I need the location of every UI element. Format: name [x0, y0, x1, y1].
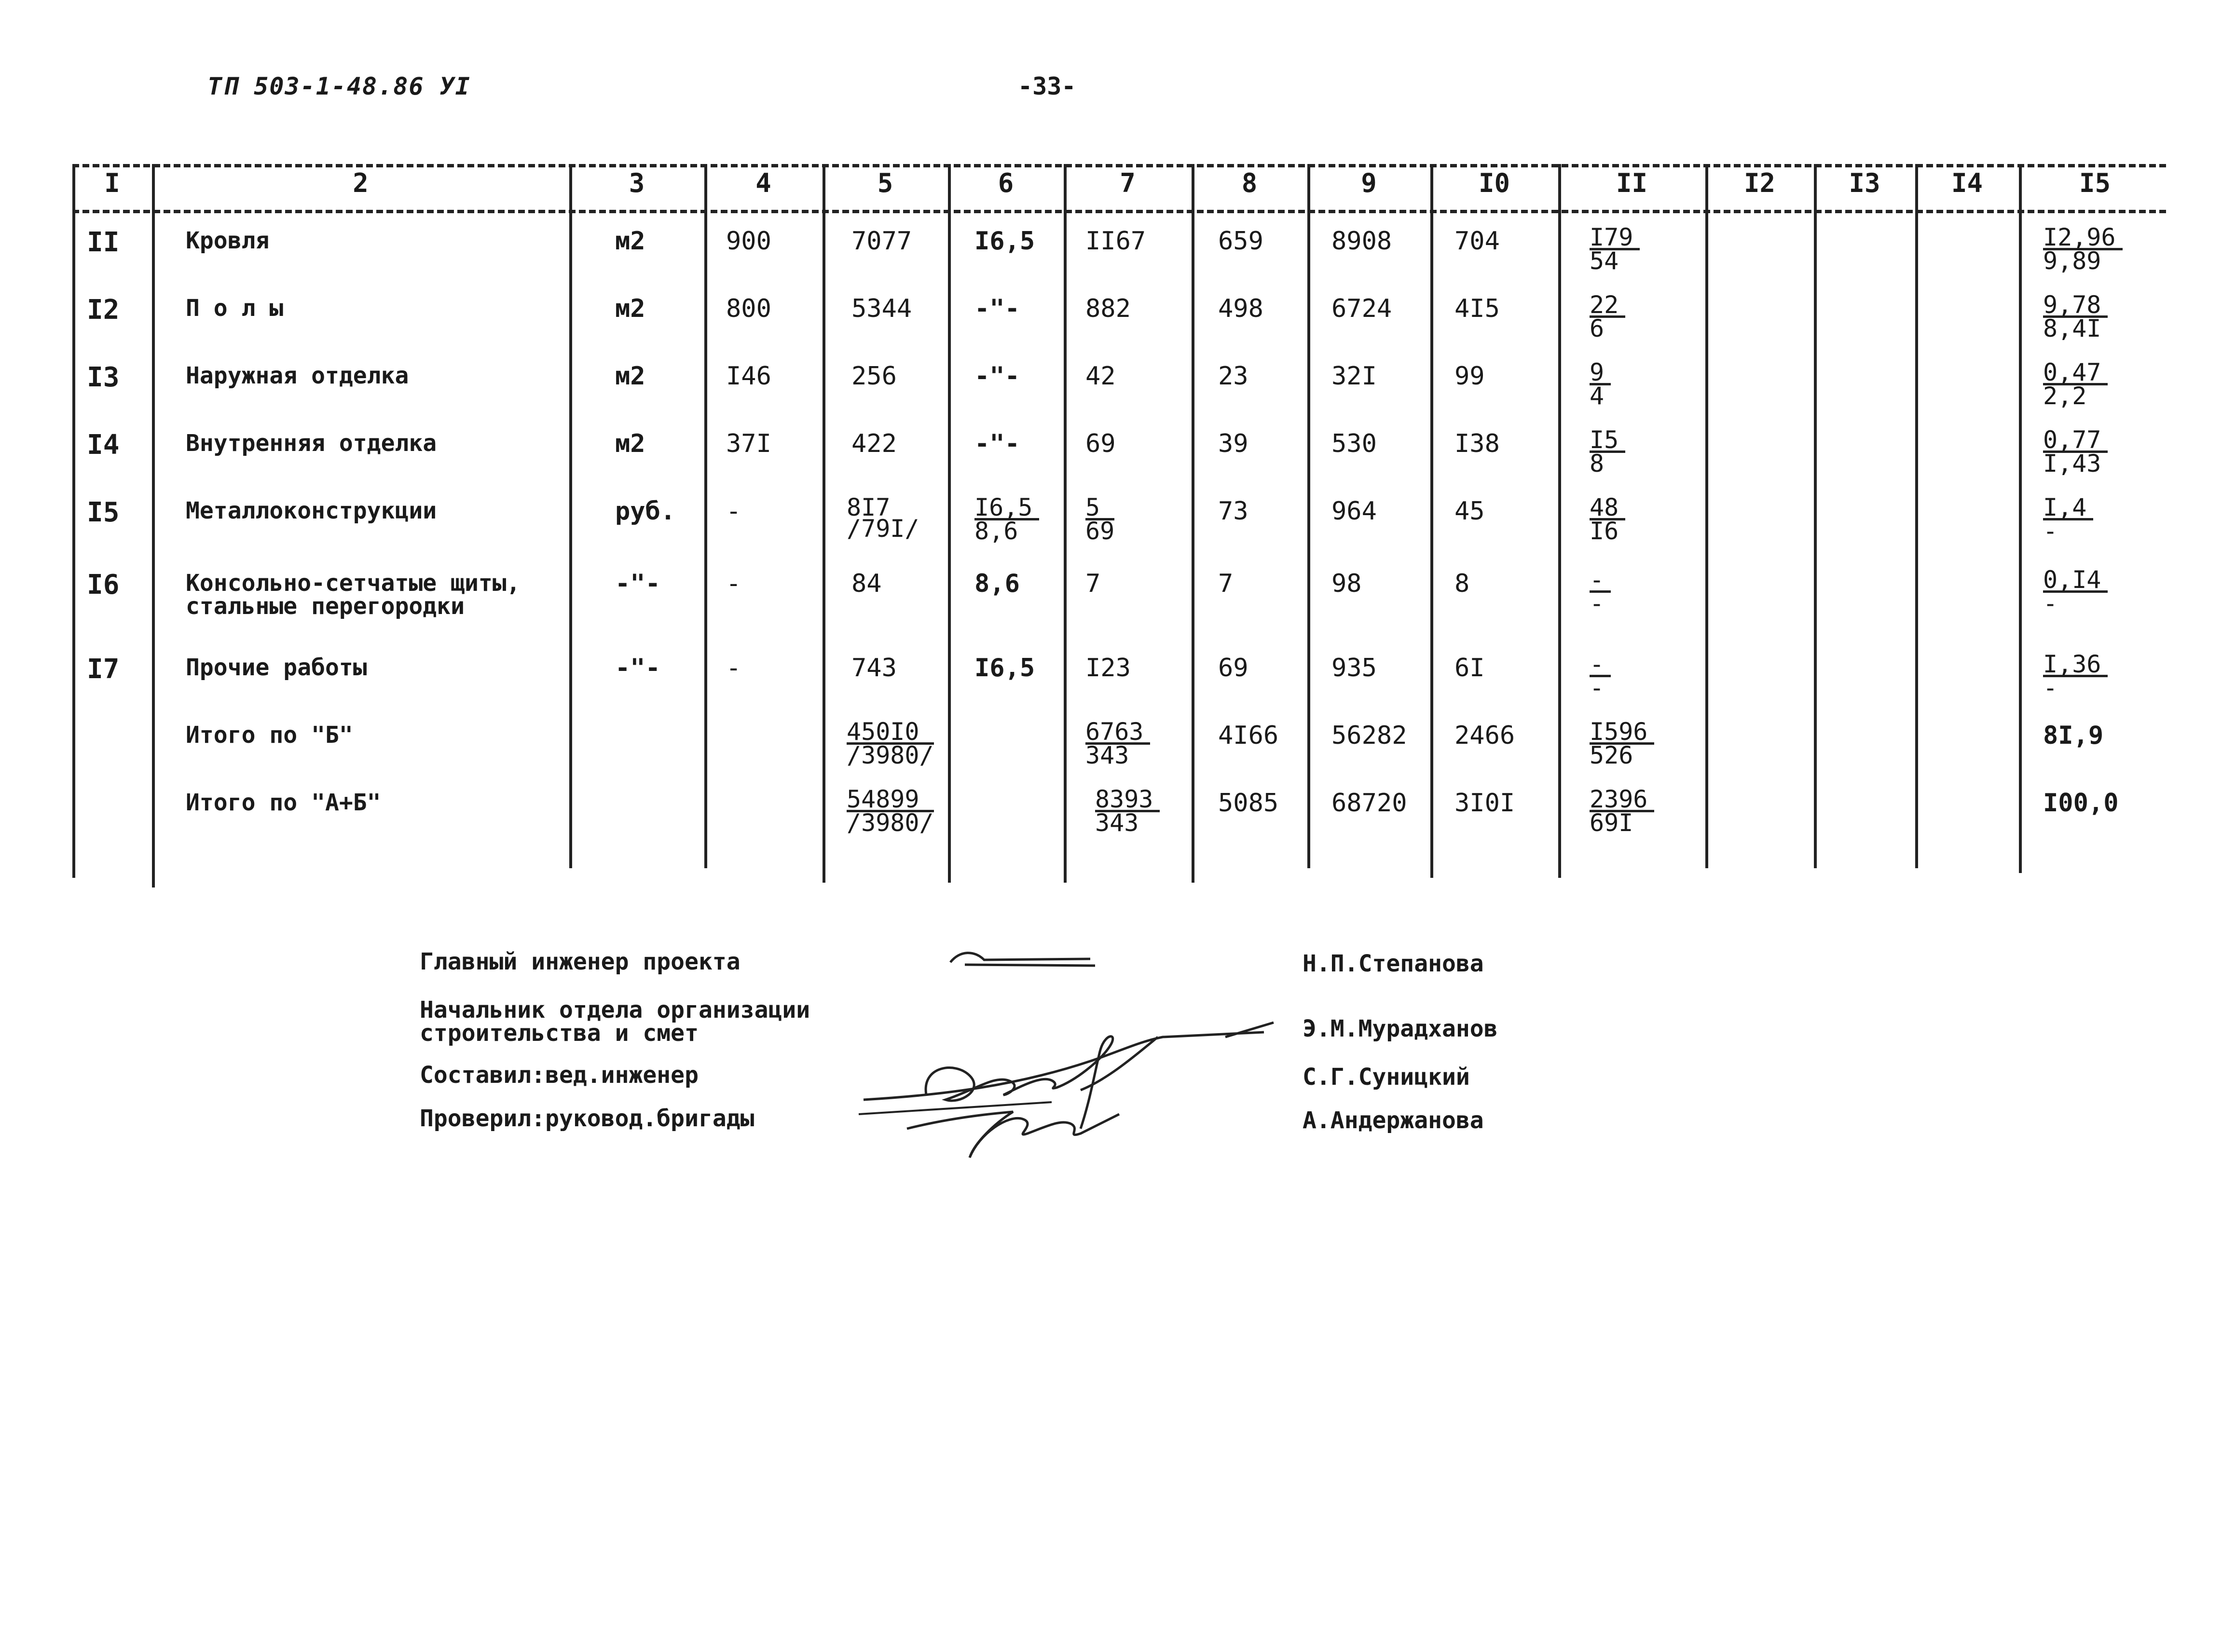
row-9-col5-numerator: 54899 — [847, 789, 934, 812]
row-5-col7-numerator: 5 — [1085, 497, 1114, 520]
row-5-col6-numerator: I6,5 — [974, 497, 1039, 520]
row-3-col8: 23 — [1218, 362, 1248, 391]
row-4-col15-denominator: I,43 — [2043, 450, 2101, 478]
row-8-col15: 8I,9 — [2043, 721, 2104, 750]
row-6-unit: -"- — [615, 569, 660, 598]
column-header-4: 4 — [755, 168, 771, 198]
row-7-col10: 6I — [1454, 654, 1485, 683]
row-8-col11 — [1590, 718, 1654, 769]
row-3-number: I3 — [87, 362, 120, 393]
row-2-col11-denominator: 6 — [1590, 314, 1605, 342]
column-header-7: 7 — [1120, 168, 1136, 198]
row-8-col7-numerator: 6763 — [1085, 721, 1150, 745]
row-5-col7 — [1085, 493, 1115, 545]
row-1-col6: I6,5 — [974, 227, 1035, 256]
row-5-col7-denominator: 69 — [1085, 517, 1115, 545]
row-7-number: I7 — [87, 654, 120, 685]
row-6-number: I6 — [87, 569, 120, 601]
row-2-col11 — [1590, 291, 1625, 342]
row-7-col15 — [2043, 650, 2108, 702]
row-2-col10: 4I5 — [1454, 294, 1500, 323]
table-column-line-11 — [1558, 164, 1561, 878]
row-4-col6: -"- — [974, 429, 1020, 458]
row-7-col11-denominator: - — [1590, 674, 1605, 702]
row-4-col9: 530 — [1331, 429, 1377, 458]
column-header-9: 9 — [1361, 168, 1377, 198]
row-4-col7: 69 — [1085, 429, 1116, 458]
row-7-col4: - — [726, 654, 741, 683]
column-header-1: I — [104, 168, 120, 198]
row-4-col11-numerator: I5 — [1590, 429, 1625, 453]
row-3-col10: 99 — [1454, 362, 1485, 391]
row-2-col15-denominator: 8,4I — [2043, 314, 2101, 342]
row-1-col8: 659 — [1218, 227, 1263, 256]
row-9-col7 — [1095, 785, 1160, 837]
page-number: -33- — [1018, 72, 1076, 100]
row-3-col7: 42 — [1085, 362, 1116, 391]
signature-role-2: Начальник отдела организации строительства и смет — [420, 997, 810, 1047]
row-1-col5: 7077 — [851, 227, 912, 256]
row-2-col9: 6724 — [1331, 294, 1392, 323]
column-header-15: I5 — [2079, 168, 2111, 198]
row-2-col6: -"- — [974, 294, 1020, 323]
row-6-name: Консольно-сетчатые щиты, стальные перегородки — [186, 570, 521, 620]
row-5-name: Металлоконструкции — [186, 497, 437, 524]
row-3-name: Наружная отделка — [186, 362, 409, 389]
row-6-col10: 8 — [1454, 569, 1470, 598]
row-9-col8: 5085 — [1218, 789, 1279, 818]
row-2-col15-numerator: 9,78 — [2043, 294, 2108, 318]
row-1-col15-numerator: I2,96 — [2043, 227, 2123, 250]
row-9-col9: 68720 — [1331, 789, 1407, 818]
row-5-number: I5 — [87, 497, 120, 528]
row-6-col11-numerator: - — [1590, 569, 1611, 593]
row-9-col11 — [1590, 785, 1654, 837]
column-header-6: 6 — [998, 168, 1014, 198]
table-column-line-4 — [704, 164, 707, 868]
row-8-col11-numerator: I596 — [1590, 721, 1654, 745]
row-7-col11 — [1590, 650, 1611, 702]
row-1-col7: II67 — [1085, 227, 1146, 256]
row-2-unit: м2 — [615, 294, 645, 323]
row-7-col6: I6,5 — [974, 654, 1035, 683]
row-4-name: Внутренняя отделка — [186, 430, 437, 457]
row-1-col15-denominator: 9,89 — [2043, 247, 2101, 275]
row-2-col7: 882 — [1085, 294, 1131, 323]
row-4-col10: I38 — [1454, 429, 1500, 458]
row-9-col7-numerator: 8393 — [1095, 789, 1160, 812]
row-6-col15 — [2043, 566, 2108, 617]
column-header-14: I4 — [1951, 168, 1983, 198]
table-column-line-6 — [948, 164, 951, 883]
row-6-col11-denominator: - — [1590, 589, 1605, 617]
row-5-col6-denominator: 8,6 — [974, 517, 1018, 545]
signature-person-3: С.Г.Суницкий — [1303, 1064, 1470, 1091]
signature-scribble-1 — [946, 945, 1100, 974]
row-6-col11 — [1590, 566, 1611, 617]
row-8-col7-denominator: 343 — [1085, 741, 1129, 769]
row-3-col9: 32I — [1331, 362, 1377, 391]
column-header-11: II — [1616, 168, 1648, 198]
row-4-unit: м2 — [615, 429, 645, 458]
row-3-col11 — [1590, 358, 1611, 410]
table-column-line-15 — [2019, 164, 2022, 873]
row-4-col8: 39 — [1218, 429, 1248, 458]
row-9-col5-denominator: /3980/ — [847, 809, 934, 837]
row-2-col8: 498 — [1218, 294, 1263, 323]
row-2-name: П о л ы — [186, 295, 284, 322]
row-1-col10: 704 — [1454, 227, 1500, 256]
table-column-line-5 — [823, 164, 825, 883]
row-1-col4: 900 — [726, 227, 771, 256]
row-6-col8: 7 — [1218, 569, 1234, 598]
row-4-col11-denominator: 8 — [1590, 450, 1605, 478]
row-7-col15-denominator: - — [2043, 674, 2058, 702]
row-7-name: Прочие работы — [186, 654, 367, 681]
row-7-col8: 69 — [1218, 654, 1248, 683]
row-2-col4: 800 — [726, 294, 771, 323]
column-header-2: 2 — [353, 168, 369, 198]
column-header-13: I3 — [1849, 168, 1880, 198]
row-5-col15-numerator: I,4 — [2043, 497, 2093, 520]
column-header-12: I2 — [1743, 168, 1776, 198]
signature-role-3: Составил:вед.инженер — [420, 1062, 699, 1089]
row-7-col11-numerator: - — [1590, 654, 1611, 677]
row-9-col10: 3I0I — [1454, 789, 1515, 818]
row-8-col9: 56282 — [1331, 721, 1407, 750]
row-9-name: Итого по "А+Б" — [186, 789, 381, 816]
row-9-col7-denominator: 343 — [1095, 809, 1139, 837]
row-8-col10: 2466 — [1454, 721, 1515, 750]
row-5-col11-numerator: 48 — [1590, 497, 1625, 520]
row-8-col5 — [847, 718, 934, 769]
row-6-col7: 7 — [1085, 569, 1101, 598]
row-1-number: II — [87, 227, 120, 258]
row-2-col15 — [2043, 291, 2108, 342]
signature-person-2: Э.М.Мурадханов — [1303, 1015, 1498, 1042]
table-column-line-10 — [1430, 164, 1433, 878]
row-5-col5-bottom: /79I/ — [847, 515, 919, 543]
row-1-col9: 8908 — [1331, 227, 1392, 256]
signature-person-1: Н.П.Степанова — [1303, 950, 1484, 977]
row-3-col11-denominator: 4 — [1590, 382, 1605, 410]
row-6-col5: 84 — [851, 569, 882, 598]
row-4-col11 — [1590, 426, 1625, 478]
signature-role-1: Главный инженер проекта — [420, 948, 741, 975]
row-2-number: I2 — [87, 294, 120, 326]
row-7-unit: -"- — [615, 654, 660, 683]
column-header-8: 8 — [1241, 168, 1258, 198]
row-7-col9: 935 — [1331, 654, 1377, 683]
row-9-col11-numerator: 2396 — [1590, 789, 1654, 812]
table-column-line-3 — [569, 164, 572, 868]
signature-role-4: Проверил:руковод.бригады — [420, 1105, 754, 1132]
row-5-col6 — [974, 493, 1039, 545]
row-3-col4: I46 — [726, 362, 771, 391]
row-5-col9: 964 — [1331, 497, 1377, 526]
row-5-col10: 45 — [1454, 497, 1485, 526]
table-column-line-9 — [1307, 164, 1310, 868]
row-7-col5: 743 — [851, 654, 897, 683]
row-5-col11 — [1590, 493, 1625, 545]
row-5-col5 — [847, 493, 919, 543]
row-8-col8: 4I66 — [1218, 721, 1279, 750]
row-6-col6: 8,6 — [974, 569, 1020, 598]
row-3-col6: -"- — [974, 362, 1020, 391]
column-header-3: 3 — [629, 168, 645, 198]
row-1-col11-numerator: I79 — [1590, 227, 1640, 250]
row-8-col5-denominator: /3980/ — [847, 741, 934, 769]
row-9-col5 — [847, 785, 934, 837]
row-8-col7 — [1085, 718, 1150, 769]
table-column-line-7 — [1064, 164, 1067, 883]
row-1-col11-denominator: 54 — [1590, 247, 1619, 275]
row-4-col15 — [2043, 426, 2108, 478]
row-3-col15-numerator: 0,47 — [2043, 362, 2108, 385]
row-8-name: Итого по "Б" — [186, 722, 353, 749]
row-3-unit: м2 — [615, 362, 645, 391]
row-2-col11-numerator: 22 — [1590, 294, 1625, 318]
row-9-col15: I00,0 — [2043, 789, 2119, 818]
row-1-unit: м2 — [615, 227, 645, 256]
row-9-col11-denominator: 69I — [1590, 809, 1633, 837]
signature-person-4: А.Андержанова — [1303, 1107, 1484, 1134]
row-5-col8: 73 — [1218, 497, 1248, 526]
row-5-col15 — [2043, 493, 2093, 545]
row-3-col15 — [2043, 358, 2108, 410]
row-4-number: I4 — [87, 429, 120, 461]
row-7-col7: I23 — [1085, 654, 1131, 683]
row-5-col11-denominator: I6 — [1590, 517, 1619, 545]
header-code: ТП 503-1-48.86 УI — [207, 72, 471, 100]
row-1-col15 — [2043, 223, 2123, 275]
row-5-col5-top: 8I7 — [847, 493, 891, 521]
row-4-col5: 422 — [851, 429, 897, 458]
table-rule-2 — [72, 210, 2166, 213]
table-rule-1 — [72, 164, 2166, 167]
table-column-line-12 — [1705, 164, 1708, 868]
row-4-col4: 37I — [726, 429, 771, 458]
row-1-name: Кровля — [186, 227, 270, 254]
row-1-col11 — [1590, 223, 1640, 275]
row-7-col15-numerator: I,36 — [2043, 654, 2108, 677]
row-6-col15-numerator: 0,I4 — [2043, 569, 2108, 593]
row-6-col4: - — [726, 569, 741, 598]
row-3-col15-denominator: 2,2 — [2043, 382, 2087, 410]
row-3-col11-numerator: 9 — [1590, 362, 1611, 385]
row-8-col5-numerator: 450I0 — [847, 721, 934, 745]
table-column-line-14 — [1915, 164, 1918, 868]
table-column-line-13 — [1814, 164, 1817, 868]
row-5-col15-denominator: - — [2043, 517, 2058, 545]
row-8-col11-denominator: 526 — [1590, 741, 1633, 769]
table-column-line-2 — [152, 164, 155, 887]
row-2-col5: 5344 — [851, 294, 912, 323]
row-3-col5: 256 — [851, 362, 897, 391]
column-header-5: 5 — [877, 168, 893, 198]
row-5-col4: - — [726, 497, 741, 526]
table-column-line-8 — [1192, 164, 1194, 883]
row-6-col9: 98 — [1331, 569, 1362, 598]
row-6-col15-denominator: - — [2043, 589, 2058, 617]
column-header-10: I0 — [1478, 168, 1510, 198]
row-5-unit: руб. — [615, 497, 676, 526]
row-4-col15-numerator: 0,77 — [2043, 429, 2108, 453]
signature-scribble-2 — [849, 1003, 1283, 1162]
table-column-line-1 — [72, 164, 75, 878]
